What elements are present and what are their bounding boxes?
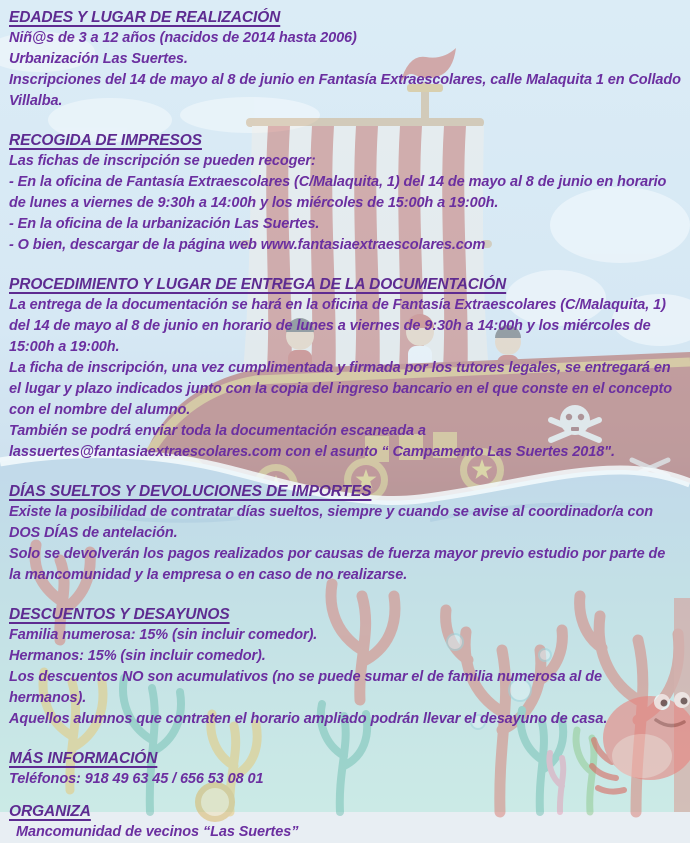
section-heading: DÍAS SUELTOS Y DEVOLUCIONES DE IMPORTES — [9, 483, 372, 500]
section-heading: MÁS INFORMACIÓN — [9, 750, 158, 767]
text-line: Los descuentos NO son acumulativos (no se puede sumar el de familia numerosa al de hermanos). — [9, 669, 602, 706]
phone-numbers: Teléfonos: 918 49 63 45 / 656 53 08 01 — [9, 771, 264, 787]
section-edades — [9, 7, 681, 112]
text-line: - O bien, descargar de la página web www.fantasiaextraescolares.com — [9, 237, 486, 253]
section-heading: ORGANIZA — [9, 803, 91, 820]
section-procedimiento-entrega — [9, 274, 681, 463]
section-dias-sueltos — [9, 481, 681, 586]
text-line: - En la oficina de la urbanización Las Suertes. — [9, 216, 320, 232]
text-line: Hermanos: 15% (sin incluir comedor). — [9, 648, 266, 664]
section-heading: RECOGIDA DE IMPRESOS — [9, 132, 202, 149]
section-mas-informacion — [9, 748, 681, 790]
section-heading: EDADES Y LUGAR DE REALIZACIÓN — [9, 9, 281, 26]
text-line: Familia numerosa: 15% (sin incluir comedor). — [9, 627, 318, 643]
text-line: Urbanización Las Suertes. — [9, 51, 188, 67]
text-line: Niñ@s de 3 a 12 años (nacidos de 2014 hasta 2006) — [9, 30, 357, 46]
text-line: Inscripciones del 14 de mayo al 8 de junio en Fantasía Extraescolares, calle Malaquita 1 en Collado Villalba. — [9, 72, 681, 109]
section-heading: DESCUENTOS Y DESAYUNOS — [9, 606, 230, 623]
section-heading: PROCEDIMIENTO Y LUGAR DE ENTREGA DE LA DOCUMENTACIÓN — [9, 276, 507, 293]
section-recogida-de-impresos — [9, 130, 681, 256]
text-line: Aquellos alumnos que contraten el horario ampliado podrán llevar el desayuno de casa. — [9, 711, 608, 727]
text-line: Existe la posibilidad de contratar días sueltos, siempre y cuando se avise al coordinador/a con DOS DÍAS de antelación. — [9, 504, 654, 541]
text-line: La ficha de inscripción, una vez cumplimentada y firmada por los tutores legales, se entregará en el lugar y plazo indicados junto con la copia del ingreso bancario en el que conste en el concepto con el nombre del alumno. — [9, 360, 672, 418]
organizer-name: Mancomunidad de vecinos “Las Suertes” — [16, 824, 299, 840]
text-line: Solo se devolverán los pagos realizados por causas de fuerza mayor previo estudio por parte de la mancomunidad y la empresa o en caso de no realizarse. — [9, 546, 666, 583]
text-line: También se podrá enviar toda la documentación escaneada a lassuertes@fantasiaextraescolares.com con el asunto “ Campamento Las Suertes 2018". — [9, 423, 615, 460]
text-line: Las fichas de inscripción se pueden recoger: — [9, 153, 316, 169]
text-line: - En la oficina de Fantasía Extraescolares (C/Malaquita, 1) del 14 de mayo al 8 de junio en horario de lunes a viernes de 9:30h a 14:00h y los miércoles de 15:00h a 19:00h. — [9, 174, 667, 211]
section-organiza — [9, 801, 681, 843]
section-descuentos-desayunos — [9, 604, 681, 730]
text-line: La entrega de la documentación se hará en la oficina de Fantasía Extraescolares (C/Malaquita, 1) del 14 de mayo al 8 de junio en horario de lunes a viernes de 9:30h a 14:00h y los miércoles de 15:00h a 19:00h. — [9, 297, 666, 355]
